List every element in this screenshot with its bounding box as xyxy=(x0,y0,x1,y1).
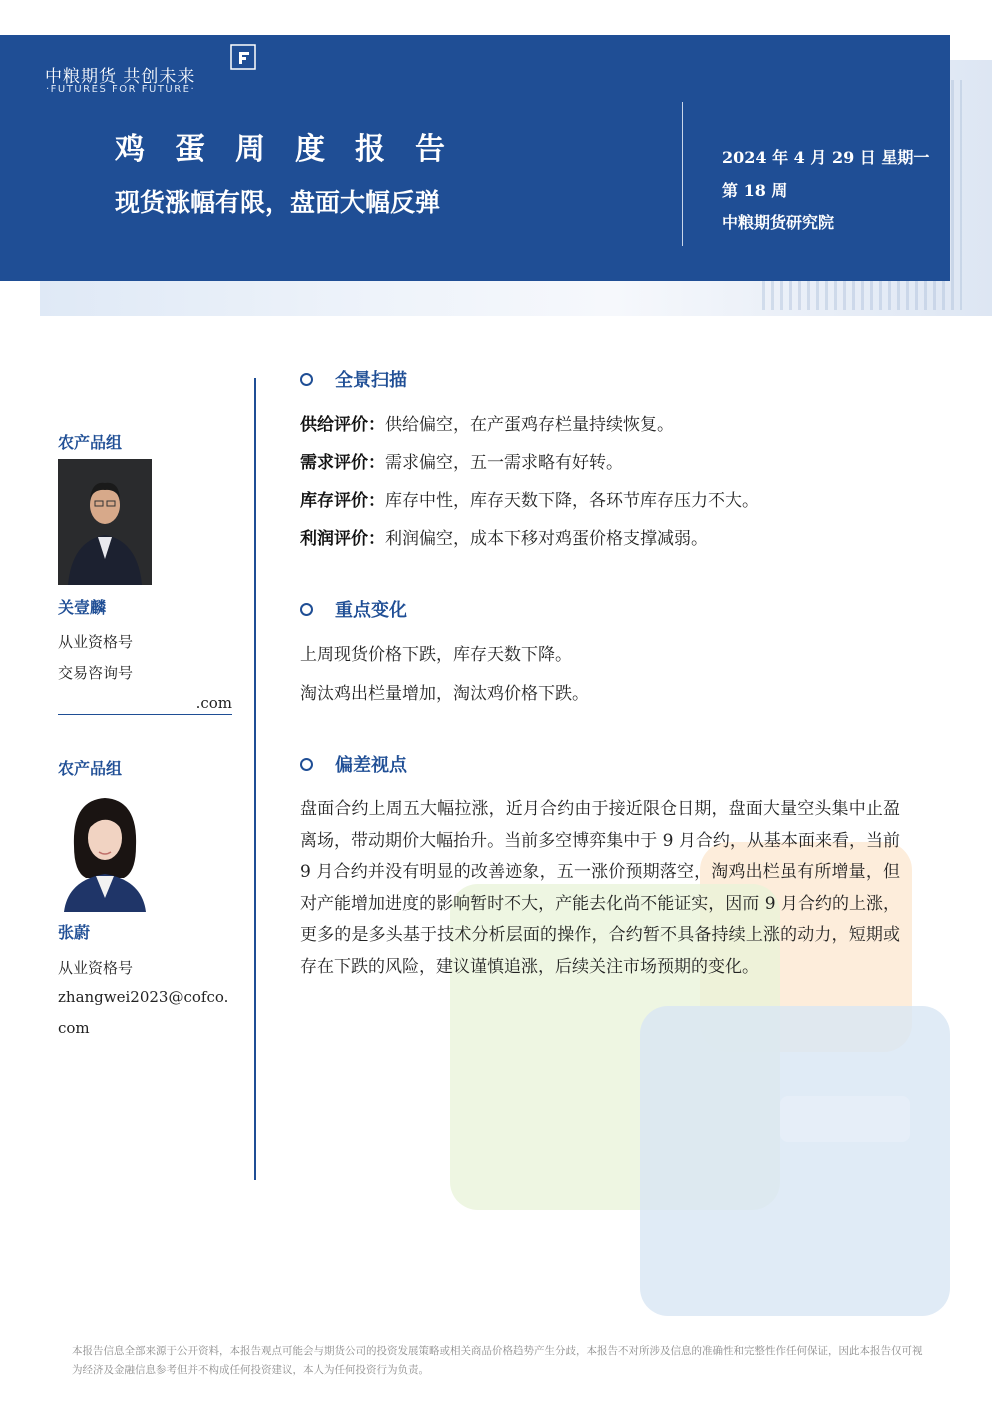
section-header-view xyxy=(300,752,407,776)
report-title: 鸡蛋周度报告 xyxy=(115,132,475,167)
company-logo-text: 中粮期货 共创未来 xyxy=(45,67,196,87)
overview-item: 需求评价：需求偏空，五一需求略有好转。 xyxy=(300,453,623,473)
author-email[interactable]: .com xyxy=(195,694,232,712)
disclaimer: 本报告信息全部来源于公开资料，本报告观点可能会与期货公司的投资发展策略或相关商品价格趋势产生分歧，本报告不对所涉及信息的准确性和完整性作任何保证，因此本报告仅可视为经济及金融信息参考但并不构成任何投资建议，本人为任何投资行为负责。 xyxy=(72,1345,923,1376)
section-header-changes xyxy=(300,597,407,621)
author-photo xyxy=(58,786,152,912)
author-name: 张蔚 xyxy=(58,923,91,942)
report-date: 2024 年 4 月 29 日 星期一 xyxy=(722,148,930,167)
author-email[interactable]: zhangwei2023@cofco. xyxy=(58,988,229,1006)
author-name: 关壹麟 xyxy=(58,598,107,617)
bullet-circle-icon xyxy=(300,603,313,616)
report-week: 第 18 周 xyxy=(722,181,788,200)
header-divider xyxy=(682,102,683,246)
change-item: 上周现货价格下跌，库存天数下降。 xyxy=(300,645,572,665)
decoration-blue-block xyxy=(640,1006,950,1316)
author-photo xyxy=(58,459,152,585)
report-subtitle: 现货涨幅有限，盘面大幅反弹 xyxy=(115,188,441,217)
bullet-circle-icon xyxy=(300,758,313,771)
decoration-blue-bar xyxy=(780,1096,910,1142)
section-title: 重点变化 xyxy=(335,600,407,621)
column-divider xyxy=(254,378,256,1180)
section-header-overview xyxy=(300,367,407,391)
view-paragraph: 盘面合约上周五大幅拉涨，近月合约由于接近限仓日期，盘面大量空头集中止盈离场，带动期价大幅抬升。当前多空博弈集中于 9 月合约，从基本面来看，当前 9 月合约并没有明显的改善迹象，五一涨价预期落空，淘鸡出栏虽有所增量，但对产能增加进度的影响暂时不大，产能去化尚不能证实，因而 9 月合约的上涨，更多的是多头基于技术分析层面的操作，合约暂不具备持续上涨的动力，短期或存在下跌的风险，建议谨慎追涨，后续关注市场预期的变化。 xyxy=(300,799,900,977)
overview-item: 供给评价：供给偏空，在产蛋鸡存栏量持续恢复。 xyxy=(300,415,674,435)
author-group: 农产品组 xyxy=(58,759,123,778)
section-title: 全景扫描 xyxy=(335,370,407,391)
overview-item: 库存评价：库存中性，库存天数下降，各环节库存压力不大。 xyxy=(300,491,759,511)
author-consult-number: 交易咨询号 xyxy=(58,664,134,682)
author-group: 农产品组 xyxy=(58,433,123,452)
email-underline xyxy=(58,714,232,715)
author-cert-number: 从业资格号 xyxy=(58,959,134,977)
overview-item: 利润评价：利润偏空，成本下移对鸡蛋价格支撑减弱。 xyxy=(300,529,708,549)
author-cert-number: 从业资格号 xyxy=(58,633,134,651)
change-item: 淘汰鸡出栏量增加，淘汰鸡价格下跌。 xyxy=(300,684,589,704)
company-logo-icon xyxy=(230,44,256,70)
report-institute: 中粮期货研究院 xyxy=(722,213,835,232)
author-email-continued[interactable]: com xyxy=(58,1019,90,1037)
section-title: 偏差视点 xyxy=(335,755,407,776)
bullet-circle-icon xyxy=(300,373,313,386)
company-logo-slogan: ·FUTURES FOR FUTURE· xyxy=(46,84,196,95)
